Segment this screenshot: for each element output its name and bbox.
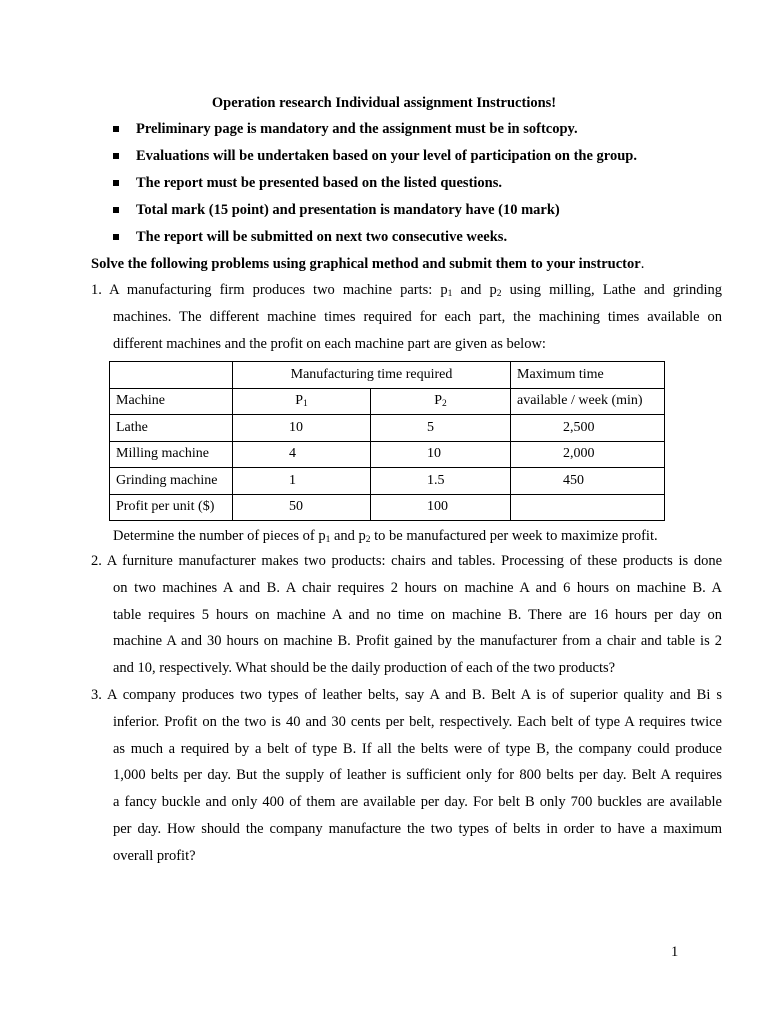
problem-3-line: overall profit?	[113, 847, 196, 864]
bullet-text: Evaluations will be undertaken based on your level of participation on the group.	[136, 148, 637, 164]
instruction-bold-text: Solve the following problems using graphical method and submit them to your instructor	[91, 256, 641, 272]
p1-cell: 4	[233, 441, 371, 468]
header-manufacturing-time: Manufacturing time required	[233, 362, 511, 389]
problem-1-text: 1. A manufacturing firm produces two machine parts: p	[91, 282, 448, 298]
problem-2	[91, 548, 722, 682]
bullet-item	[110, 174, 637, 201]
problem-3-line: per day. How should the company manufacture the two types of belts in order to have a maximum	[113, 820, 722, 837]
subscript: 2	[442, 399, 447, 410]
p1-cell: 50	[233, 494, 371, 521]
max-time-cell: 450	[511, 468, 665, 495]
page-number: 1	[671, 944, 679, 960]
bullet-text: Total mark (15 point) and presentation is mandatory have (10 mark)	[136, 202, 560, 218]
p1-cell: 1	[233, 468, 371, 495]
problem-3-line: 3. A company produces two types of leather belts, say A and B. Belt A is of superior quality and Bi s	[91, 687, 722, 703]
square-bullet-icon	[113, 234, 119, 240]
table-row	[110, 494, 665, 521]
problem-1-line: different machines and the profit on each machine part are given as below:	[113, 335, 546, 352]
header-p1-base: P	[295, 393, 304, 409]
problem-3	[91, 682, 722, 870]
table-row	[110, 468, 665, 495]
subscript: 2	[496, 289, 502, 299]
problem-3-line: inferior. Profit on the two is 40 and 30 cents per belt, respectively. Each belt of type A requires twice	[113, 713, 722, 730]
page-title: Operation research Individual assignment Instructions!	[211, 95, 557, 111]
bullet-text: The report must be presented based on the listed questions.	[136, 175, 503, 191]
subscript: 1	[325, 535, 331, 545]
subscript: 1	[303, 399, 308, 410]
bullet-item	[110, 201, 637, 228]
max-time-cell	[511, 494, 665, 521]
instruction-period: .	[640, 256, 645, 272]
p2-cell: 10	[371, 441, 511, 468]
machine-cell: Profit per unit ($)	[110, 494, 233, 521]
table-row	[110, 415, 665, 442]
problem-2-line: on two machines A and B. A chair requires 2 hours on machine A and 6 hours on machine B. A	[113, 579, 722, 596]
problem-3-line: a fancy buckle and only 400 of them are available per day. For belt B only 700 buckles are available	[113, 794, 722, 811]
problem-1-intro	[91, 277, 722, 357]
machine-cell: Grinding machine	[110, 468, 233, 495]
header-maximum-time: Maximum time	[511, 362, 665, 389]
header-available-week: available / week (min)	[511, 388, 665, 415]
table-header-row	[110, 362, 665, 389]
problem-1-continuation	[91, 304, 722, 358]
header-p2-base: P	[434, 393, 443, 409]
max-time-cell: 2,500	[511, 415, 665, 442]
problem-1-line	[91, 277, 722, 304]
question-text: Determine the number of pieces of p	[113, 528, 326, 544]
p1-cell: 10	[233, 415, 371, 442]
problem-1-line: machines. The different machine times required for each part, the machining times available on	[113, 308, 722, 325]
question-text: and p	[330, 528, 366, 544]
header-p2	[371, 388, 511, 415]
machine-cell: Milling machine	[110, 441, 233, 468]
square-bullet-icon	[113, 180, 119, 186]
table-cell-empty	[110, 362, 233, 389]
square-bullet-icon	[113, 207, 119, 213]
table-row	[110, 441, 665, 468]
square-bullet-icon	[113, 153, 119, 159]
subscript: 1	[447, 289, 453, 299]
max-time-cell: 2,000	[511, 441, 665, 468]
machine-time-table	[109, 361, 665, 521]
square-bullet-icon	[113, 126, 119, 132]
machine-cell: Lathe	[110, 415, 233, 442]
problem-2-continuation	[91, 575, 722, 682]
problem-3-continuation	[91, 709, 722, 870]
bullet-item	[110, 120, 637, 147]
problem-2-line: machine A and 30 hours on machine B. Profit gained by the manufacturer from a chair and table is 2	[113, 633, 722, 650]
p2-cell: 5	[371, 415, 511, 442]
bullet-item	[110, 228, 637, 255]
bullet-item	[110, 147, 637, 174]
instruction-line	[91, 255, 644, 273]
problem-1-text: and p	[452, 282, 497, 298]
problem-1-question	[113, 527, 658, 545]
header-p1	[233, 388, 371, 415]
bullet-text: The report will be submitted on next two consecutive weeks.	[136, 229, 508, 245]
problem-2-line: 2. A furniture manufacturer makes two products: chairs and tables. Processing of these products is done	[91, 553, 722, 569]
problem-3-line: as much a required by a belt of type B. If all the belts were of type B, the company could produce	[113, 740, 722, 757]
problem-1-text: using milling, Lathe and grinding	[501, 282, 722, 298]
p2-cell: 100	[371, 494, 511, 521]
p2-cell: 1.5	[371, 468, 511, 495]
subscript: 2	[365, 535, 371, 545]
question-text: to be manufactured per week to maximize profit.	[370, 528, 658, 544]
problem-3-line: 1,000 belts per day. But the supply of leather is sufficient only for 800 belts per day. Belt A requires	[113, 767, 722, 784]
bullet-text: Preliminary page is mandatory and the assignment must be in softcopy.	[136, 121, 578, 137]
problem-2-line: and 10, respectively. What should be the daily production of each of the two products?	[113, 660, 616, 677]
instruction-bullet-list	[110, 120, 637, 255]
header-machine: Machine	[110, 388, 233, 415]
problem-2-line: table requires 5 hours on machine A and no time on machine B. There are 16 hours per day on	[113, 606, 722, 623]
table-header-row	[110, 388, 665, 415]
